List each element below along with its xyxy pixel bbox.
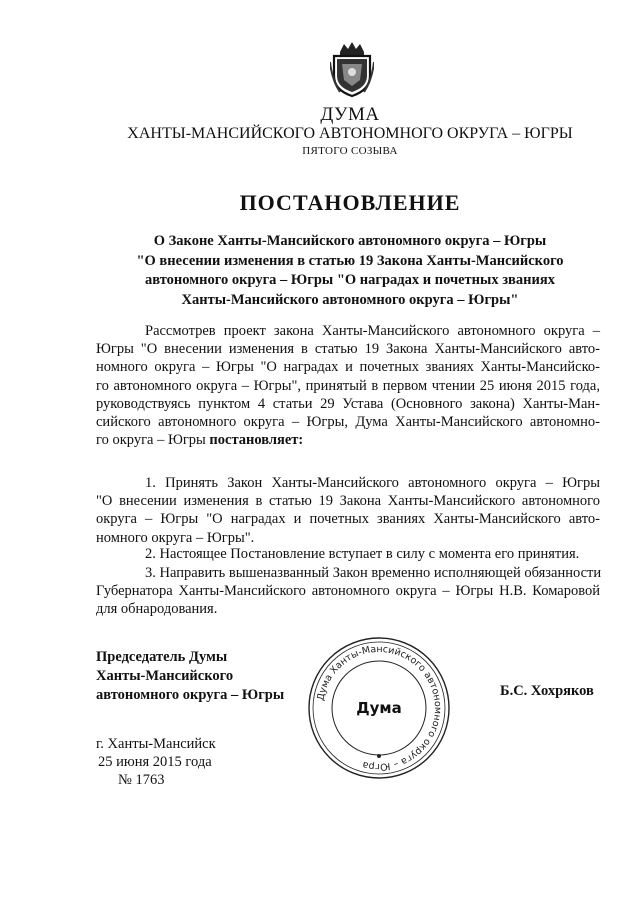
item-line: номного округа – Югры". (96, 529, 255, 546)
signatory-title (96, 648, 284, 705)
item-line: "О внесении изменения в статью 19 Закона Ханты-Мансийского автономного (96, 493, 600, 510)
preamble-line: Югры "О внесении изменения в статью 19 Закона Ханты-Мансийского авто- (96, 341, 600, 358)
item-line: 3. Направить вышеназванный Закон временно исполняющей обязанности (145, 565, 602, 581)
signatory-title-line: автономного округа – Югры (96, 687, 285, 703)
item-line: для обнародования. (96, 601, 218, 618)
item-1-paragraph (96, 474, 600, 547)
preamble-line: го автономного округа – Югры", принятый в первом чтении 25 июня 2015 года, (96, 377, 600, 394)
subject-line: О Законе Ханты-Мансийского автономного округа – Югры (153, 233, 547, 249)
resolution-keyword: постановляет: (209, 432, 304, 449)
document-number: № 1763 (118, 772, 165, 788)
item-line: 2. Настоящее Постановление вступает в силу с момента его принятия. (145, 546, 580, 562)
item-line: 1. Принять Закон Ханты-Мансийского автономного округа – Югры (145, 475, 600, 491)
preamble-line: сийского автономного округа – Югры, Дума Ханты-Мансийского автономно- (96, 414, 600, 431)
org-region: ХАНТЫ-МАНСИЙСКОГО АВТОНОМНОГО ОКРУГА – ЮГРЫ (127, 125, 573, 142)
document-date: 25 июня 2015 года (98, 754, 212, 770)
signatory-title-line: Председатель Думы (96, 649, 228, 665)
item-line: округа – Югры "О наградах и почетных званиях Ханты-Мансийского авто- (96, 511, 600, 528)
item-2-paragraph (96, 545, 600, 563)
subject-line: Ханты-Мансийского автономного округа – Югры" (181, 291, 519, 308)
preamble-line: Рассмотрев проект закона Ханты-Мансийского автономного округа – (145, 323, 600, 339)
place-date-block (96, 735, 216, 789)
org-name: ДУМА (320, 104, 380, 125)
preamble-line: руководствуясь пунктом 4 статьи 29 Устава (Основного закона) Ханты-Ман- (96, 395, 600, 412)
item-line: Губернатора Ханты-Мансийского автономного округа – Югры Н.В. Комаровой (96, 583, 600, 600)
org-convocation: ПЯТОГО СОЗЫВА (302, 145, 398, 157)
document-type: ПОСТАНОВЛЕНИЕ (239, 190, 461, 215)
stamp-ring-text: Дума Ханты-Мансийского автономного округа – Югра (315, 643, 444, 773)
item-3-paragraph (96, 564, 600, 619)
signatory-title-line: Ханты-Мансийского (96, 668, 234, 684)
signatory-name: Б.С. Хохряков (500, 683, 594, 699)
stamp-center-text: Дума (356, 699, 402, 717)
subject-line: автономного округа – Югры "О наградах и почетных званиях (145, 272, 555, 288)
document-subject (0, 232, 640, 310)
preamble-last-text: го округа – Югры (96, 432, 210, 449)
city: г. Ханты-Мансийск (96, 736, 216, 752)
preamble-paragraph (96, 322, 600, 449)
preamble-line: номного округа – Югры "О наградах и почетных званиях Ханты-Мансийско- (96, 359, 600, 376)
official-stamp (306, 635, 452, 781)
coat-of-arms-icon (330, 40, 374, 98)
subject-line: "О внесении изменения в статью 19 Закона Ханты-Мансийского (136, 252, 564, 269)
preamble-line (96, 431, 600, 449)
